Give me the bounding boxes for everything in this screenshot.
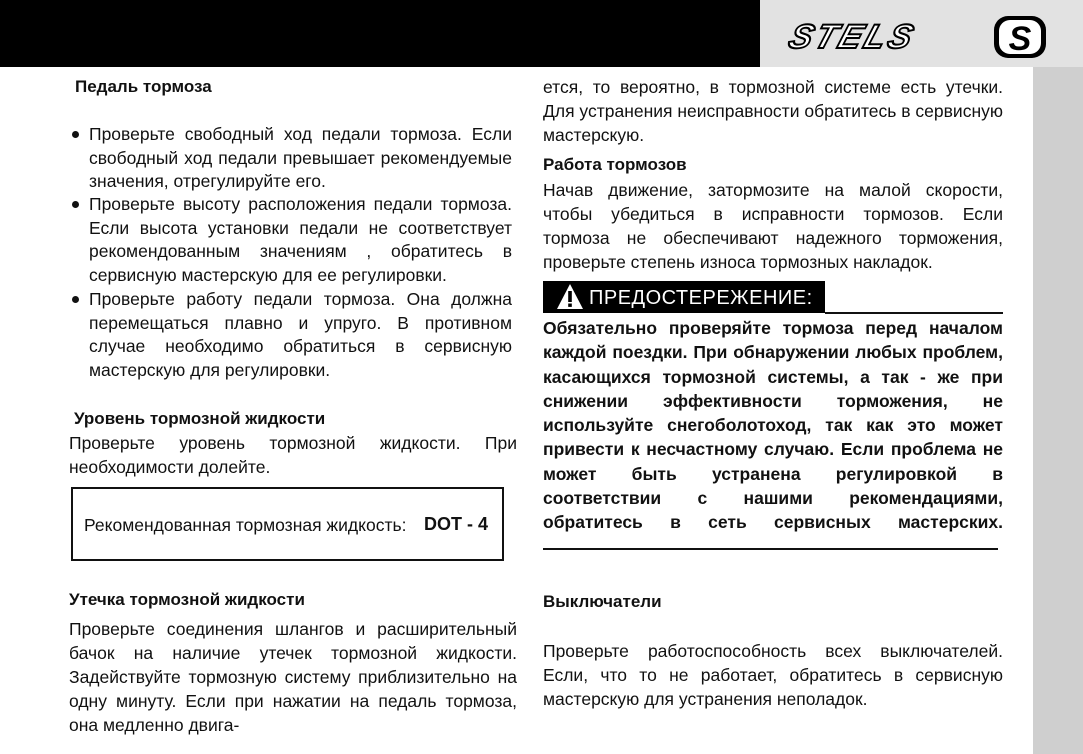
bullet-icon: [72, 296, 79, 303]
warning-underline: [543, 548, 998, 550]
brake-pedal-bullet-3: Проверьте работу педали тормоза. Она должна перемещаться плавно и упруго. В противном случае необходимо обратиться в сервисную мастерскую для регулировки.: [89, 289, 512, 380]
fluid-leak-heading: Утечка тормозной жидкости: [69, 590, 305, 609]
leak-continuation-text: ется, то вероятно, в тормозной системе есть утечки. Для устранения неисправности обратитесь в сервисную мастерскую.: [543, 77, 1003, 145]
right-margin-strip: [1033, 67, 1083, 754]
brand-logo-icon: [990, 14, 1050, 60]
brand-logo-text: STELS: [783, 18, 921, 56]
brakes-work-text: Начав движение, затормозите на малой скорости, чтобы убедиться в исправности тормозов. Если тормоза не обеспечивают надежного торможения, проверьте степень износа тормозных накладок.: [543, 180, 1003, 272]
fluid-leak-text: Проверьте соединения шлангов и расширительный бачок на наличие утечек тормозной жидкости. Задействуйте тормозную систему приблизительно на одну минуту. Если при нажатии на педаль тормоза, она медленно двига-: [69, 619, 517, 735]
warning-text: Обязательно проверяйте тормоза перед началом каждой поездки. При обнаружении любых проблем, касающихся тормозной системы, а так - же при снижении эффективности торможения, не используйте снегоболотоход, так как это может привести к несчастному случаю. Если проблема не может быть устранена регулировкой в соответствии с нашими рекомендациями, обратитесь в сеть сервисных мастерских.: [543, 318, 1003, 533]
recommended-fluid-box: [71, 487, 504, 561]
brake-pedal-bullet-2: Проверьте высоту расположения педали тормоза. Если высота установки педали не соответствует рекомендованным значениям , обратитесь в сервисную мастерскую для ее регулировки.: [89, 194, 512, 285]
switches-heading: Выключатели: [543, 592, 662, 611]
fluid-level-heading: Уровень тормозной жидкости: [74, 409, 326, 428]
bullet-icon: [72, 131, 79, 138]
brakes-work-heading: Работа тормозов: [543, 155, 687, 174]
recommended-fluid-value: DOT - 4: [424, 514, 489, 534]
warning-rule: [825, 312, 1003, 314]
warning-triangle-icon: [556, 283, 584, 310]
warning-label: ПРЕДОСТЕРЕЖЕНИЕ:: [589, 287, 813, 309]
recommended-fluid-label: Рекомендованная тормозная жидкость:: [84, 515, 407, 535]
fluid-level-text: Проверьте уровень тормозной жидкости. При необходимости долейте.: [69, 433, 517, 477]
bullet-icon: [72, 201, 79, 208]
warning-header: [543, 281, 825, 313]
brake-pedal-bullet-1: Проверьте свободный ход педали тормоза. Если свободный ход педали превышает рекомендуемые значения, отрегулируйте его.: [89, 124, 512, 191]
header-bar: [0, 0, 760, 67]
switches-text: Проверьте работоспособность всех выключателей. Если, что то не работает, обратитесь в сервисную мастерскую для устранения неполадок.: [543, 641, 1003, 709]
svg-text:S: S: [1008, 20, 1032, 58]
brake-pedal-heading: Педаль тормоза: [75, 77, 212, 96]
